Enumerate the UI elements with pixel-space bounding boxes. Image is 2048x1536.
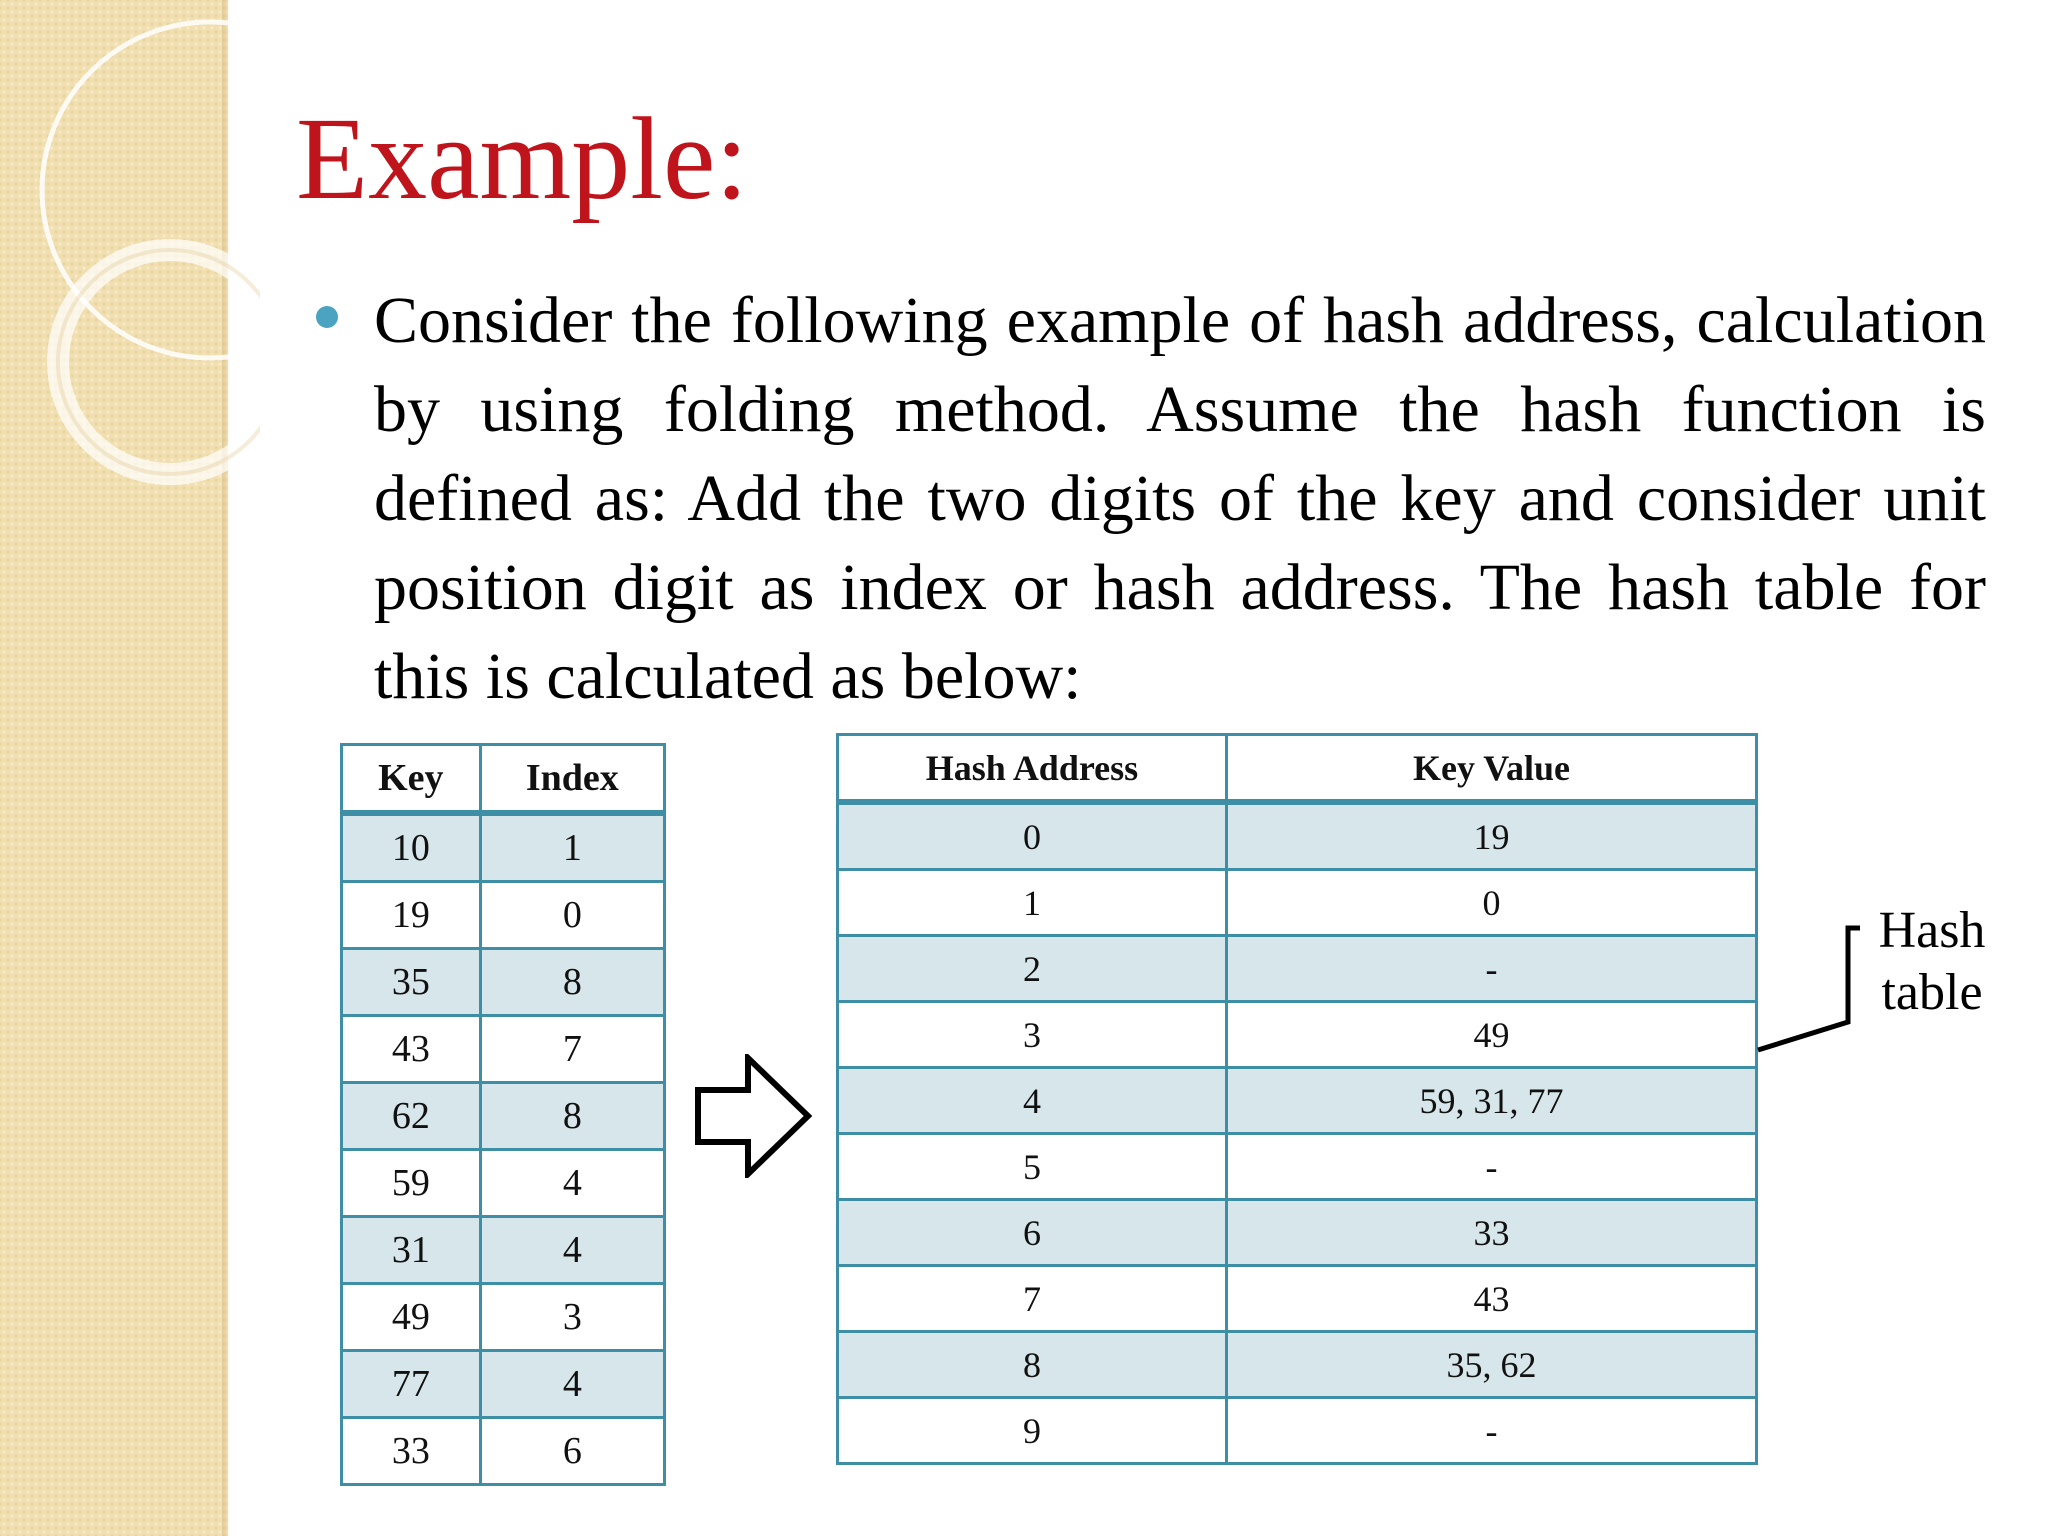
hash-address-cell: 0	[838, 802, 1227, 870]
index-cell: 8	[480, 949, 664, 1016]
hash-table-label-line-2: table	[1881, 964, 1983, 1021]
bullet-dot-icon	[316, 306, 338, 328]
hash-address-cell: 5	[838, 1134, 1227, 1200]
index-cell: 4	[480, 1150, 664, 1217]
hash-table-row	[838, 936, 1757, 1002]
key-cell: 43	[342, 1016, 481, 1083]
index-cell: 4	[480, 1351, 664, 1418]
key-value-cell: 33	[1226, 1200, 1756, 1266]
hash-table-header-row	[838, 735, 1757, 803]
hash-address-cell: 1	[838, 870, 1227, 936]
hash-address-cell: 4	[838, 1068, 1227, 1134]
key-cell: 33	[342, 1418, 481, 1485]
hash-address-cell: 9	[838, 1398, 1227, 1464]
key-value-cell: -	[1226, 1398, 1756, 1464]
key-table-row	[342, 1016, 665, 1083]
key-value-cell: 43	[1226, 1266, 1756, 1332]
key-table-row	[342, 1150, 665, 1217]
key-cell: 35	[342, 949, 481, 1016]
hash-table	[836, 733, 1758, 1465]
hash-table-row	[838, 1266, 1757, 1332]
hash-table-row	[838, 1002, 1757, 1068]
key-table-row	[342, 1418, 665, 1485]
key-value-cell: 49	[1226, 1002, 1756, 1068]
index-cell: 8	[480, 1083, 664, 1150]
index-cell: 3	[480, 1284, 664, 1351]
index-cell: 1	[480, 813, 664, 882]
key-table-row	[342, 882, 665, 949]
key-table-row	[342, 949, 665, 1016]
right-arrow-outline-icon	[694, 1054, 814, 1178]
hash-table-row	[838, 802, 1757, 870]
key-cell: 62	[342, 1083, 481, 1150]
index-cell: 0	[480, 882, 664, 949]
hash-address-cell: 7	[838, 1266, 1227, 1332]
key-cell: 19	[342, 882, 481, 949]
key-table-header-row	[342, 745, 665, 814]
key-cell: 49	[342, 1284, 481, 1351]
key-table-row	[342, 1217, 665, 1284]
hash-address-cell: 2	[838, 936, 1227, 1002]
hash-table-row	[838, 1200, 1757, 1266]
hash-table-row	[838, 870, 1757, 936]
key-value-cell: 59, 31, 77	[1226, 1068, 1756, 1134]
key-value-cell: -	[1226, 1134, 1756, 1200]
key-cell: 59	[342, 1150, 481, 1217]
hash-address-cell: 8	[838, 1332, 1227, 1398]
hash-address-cell: 6	[838, 1200, 1227, 1266]
key-table-row	[342, 1284, 665, 1351]
hash-table-row	[838, 1068, 1757, 1134]
bullet-text: Consider the following example of hash address, calculation by using folding method. Assume the hash function is defined as: Add the two digits of the key and consider unit position digit as index or hash address. The hash table for this is calculated as below:	[374, 284, 1986, 713]
key-table-row	[342, 813, 665, 882]
callout-bracket	[1752, 920, 1862, 1060]
column-header-index: Index	[480, 745, 664, 814]
hash-address-cell: 3	[838, 1002, 1227, 1068]
decorative-rings	[0, 0, 260, 520]
key-table-row	[342, 1083, 665, 1150]
column-header-key-value: Key Value	[1226, 735, 1756, 803]
key-table-row	[342, 1351, 665, 1418]
index-cell: 6	[480, 1418, 664, 1485]
hash-table-label	[1862, 900, 2002, 1024]
hash-table-row	[838, 1398, 1757, 1464]
column-header-hash-address: Hash Address	[838, 735, 1227, 803]
key-index-table	[340, 743, 666, 1486]
key-cell: 10	[342, 813, 481, 882]
key-value-cell: -	[1226, 936, 1756, 1002]
key-value-cell: 19	[1226, 802, 1756, 870]
hash-table-row	[838, 1134, 1757, 1200]
slide-title: Example:	[296, 93, 749, 224]
hash-table-label-line-1: Hash	[1878, 902, 1986, 959]
index-cell: 7	[480, 1016, 664, 1083]
key-value-cell: 35, 62	[1226, 1332, 1756, 1398]
key-value-cell: 0	[1226, 870, 1756, 936]
hash-table-row	[838, 1332, 1757, 1398]
index-cell: 4	[480, 1217, 664, 1284]
key-cell: 31	[342, 1217, 481, 1284]
key-cell: 77	[342, 1351, 481, 1418]
column-header-key: Key	[342, 745, 481, 814]
